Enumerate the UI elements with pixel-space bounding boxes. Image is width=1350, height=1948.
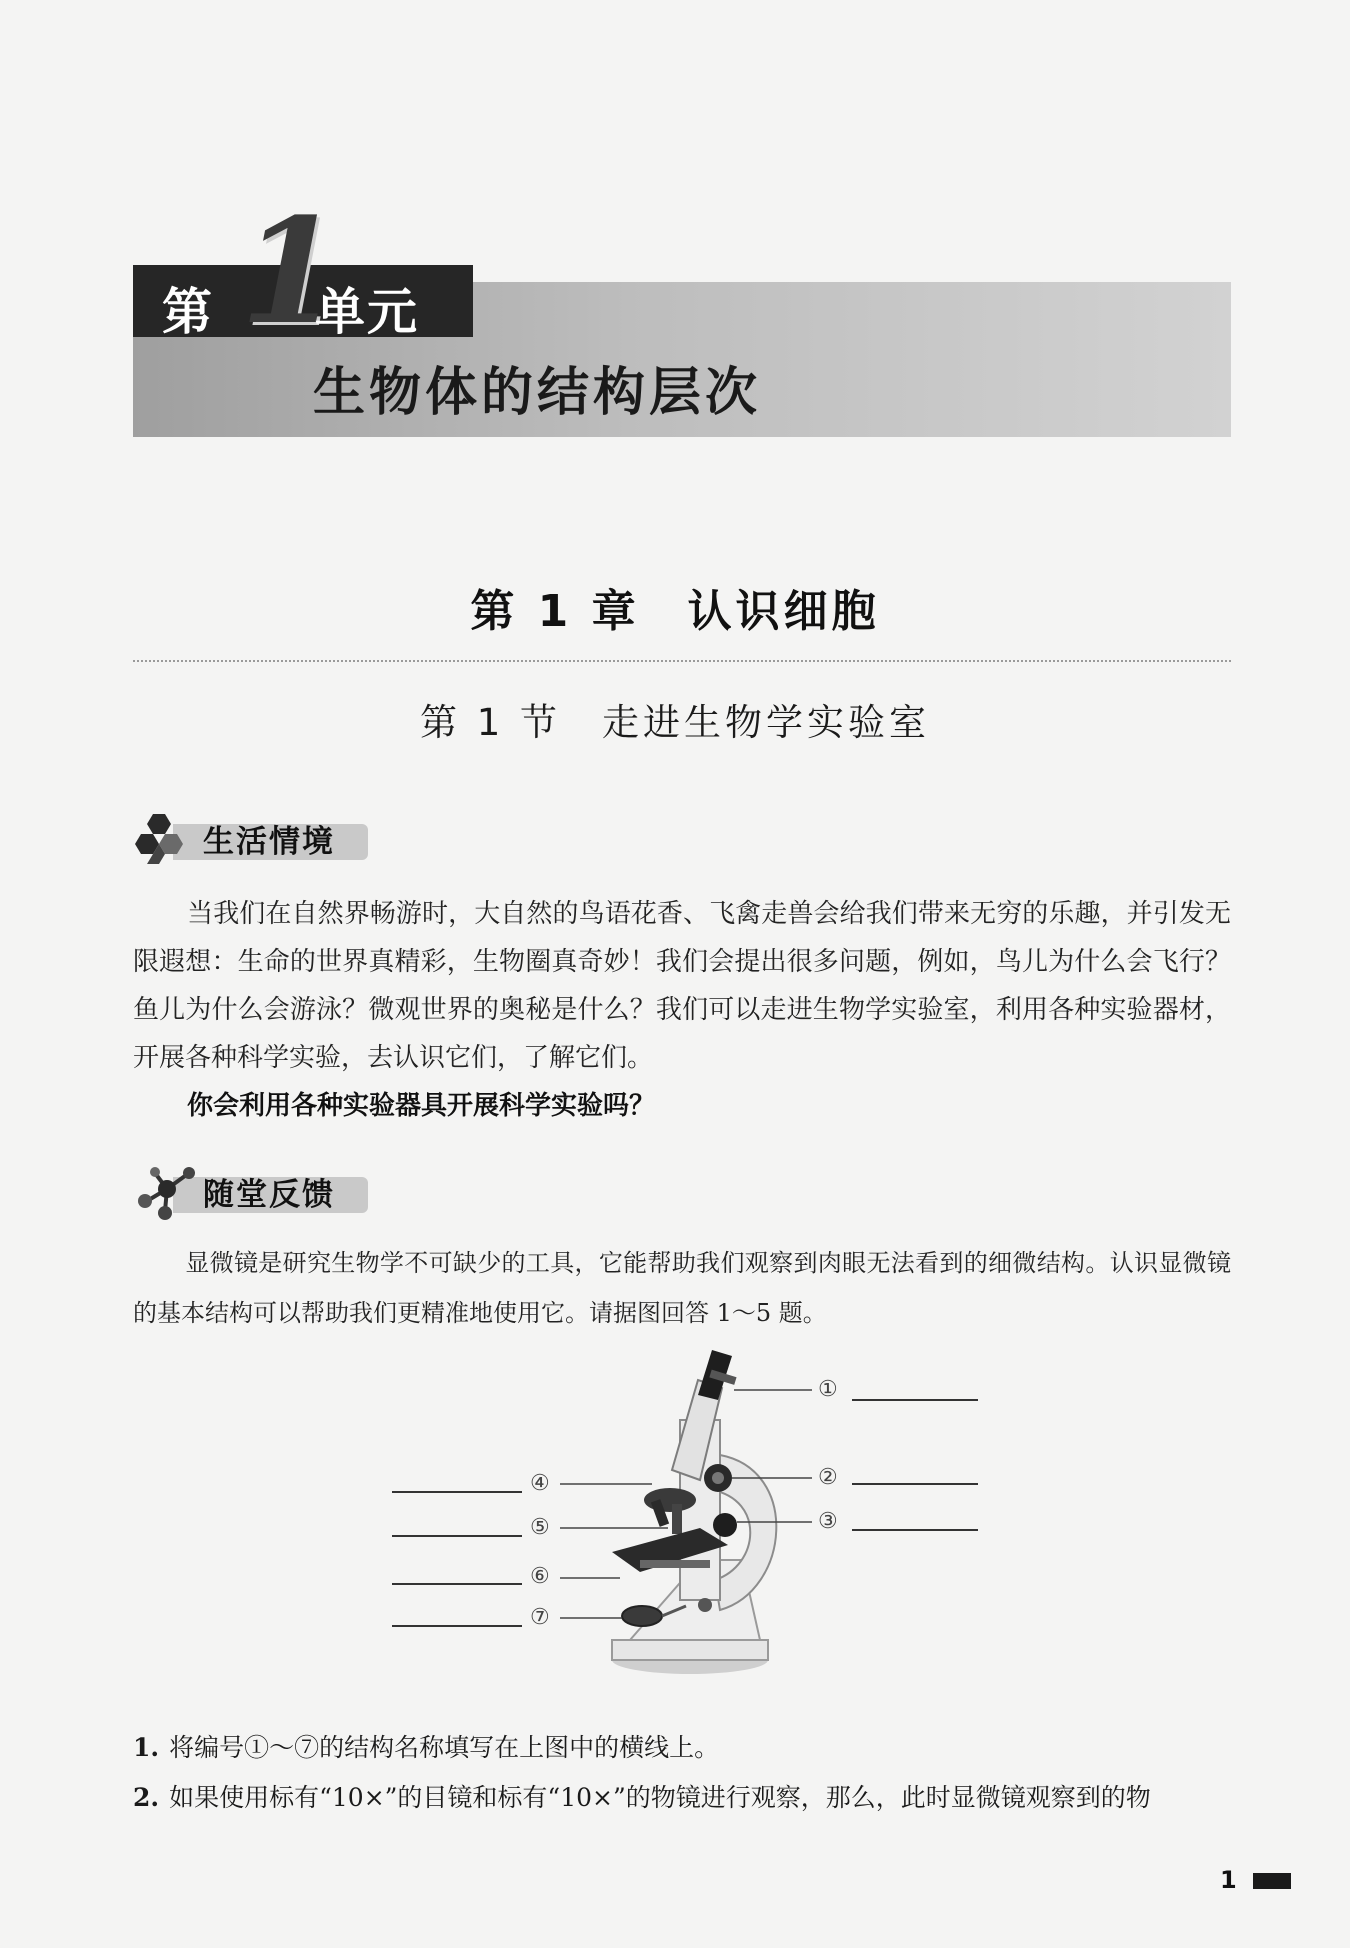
hexagon-cluster-icon [133, 810, 197, 866]
question-number: 2. [133, 1783, 160, 1812]
molecule-icon [133, 1163, 203, 1223]
question-number: 1. [133, 1733, 160, 1762]
label-3: ③ [818, 1509, 838, 1534]
question-text: 将编号①～⑦的结构名称填写在上图中的横线上。 [169, 1733, 720, 1762]
life-context-paragraph [133, 890, 1231, 1082]
chapter-title: 第 1 章 认识细胞 [470, 586, 880, 637]
unit-suffix: 单元 [315, 283, 419, 341]
unit-number: 1 [240, 187, 341, 357]
divider [133, 660, 1231, 662]
question-2 [133, 1778, 1243, 1814]
life-context-heading [133, 810, 368, 866]
label-6: ⑥ [530, 1564, 550, 1589]
unit-title: 生物体的结构层次 [313, 363, 762, 423]
label-7: ⑦ [530, 1605, 550, 1630]
feedback-intro-text: 显微镜是研究生物学不可缺少的工具，它能帮助我们观察到肉眼无法看到的细微结构。认识显微镜的基本结构可以帮助我们更精准地使用它。请据图回答 1～5 题。 [133, 1249, 1231, 1327]
label-2: ② [818, 1465, 838, 1490]
feedback-label: 随堂反馈 [203, 1177, 335, 1213]
life-context-question: 你会利用各种实验器具开展科学实验吗？ [187, 1091, 656, 1121]
unit-prefix: 第 [162, 283, 214, 341]
page-number: 1 [1220, 1866, 1237, 1894]
section-title: 第 1 节 走进生物学实验室 [419, 701, 931, 744]
page-number-bar [1253, 1873, 1291, 1889]
question-1 [133, 1728, 1243, 1764]
life-context-text: 当我们在自然界畅游时，大自然的鸟语花香、飞禽走兽会给我们带来无穷的乐趣，并引发无限遐想：生命的世界真精彩，生物圈真奇妙！我们会提出很多问题，例如，鸟儿为什么会飞行？鱼儿为什么会游泳？微观世界的奥秘是什么？我们可以走进生物学实验室，利用各种实验器材，开展各种科学实验，去认识它们，了解它们。 [133, 899, 1231, 1073]
life-context-label: 生活情境 [203, 824, 335, 860]
feedback-intro [133, 1238, 1231, 1338]
feedback-heading [133, 1163, 368, 1219]
label-4: ④ [530, 1471, 550, 1496]
label-5: ⑤ [530, 1515, 550, 1540]
question-text: 如果使用标有“10×”的目镜和标有“10×”的物镜进行观察，那么，此时显微镜观察到的物 [169, 1783, 1151, 1812]
label-1: ① [818, 1377, 838, 1402]
